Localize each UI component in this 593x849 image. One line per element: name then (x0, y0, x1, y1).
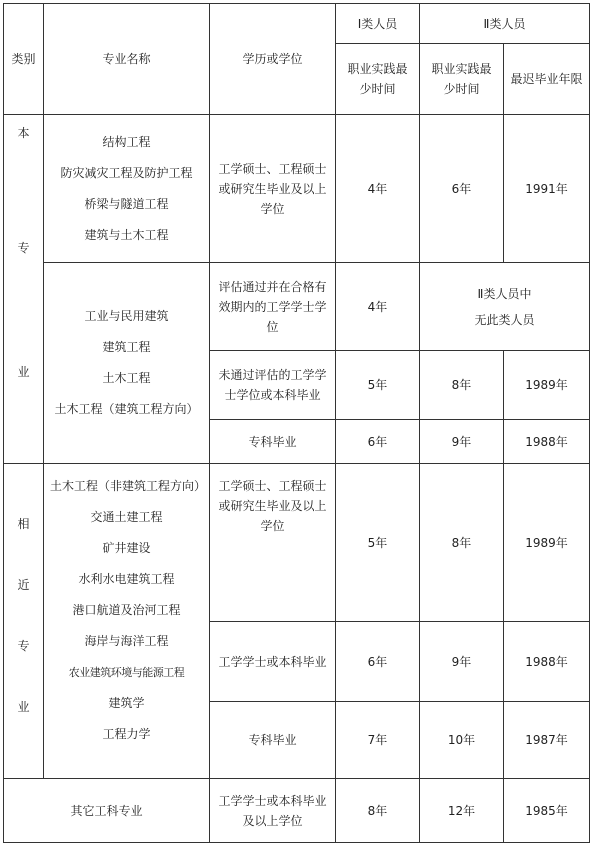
education-cell: 工学硕士、工程硕士或研究生毕业及以上学位 (210, 464, 336, 622)
header-class1-min-time: 职业实践最少时间 (336, 44, 420, 115)
category-char: 专 (17, 639, 30, 653)
class2-time-cell: 10年 (420, 702, 504, 779)
class2-note-cell (420, 263, 590, 351)
class2-time-cell: 8年 (420, 464, 504, 622)
header-major-name: 专业名称 (44, 4, 210, 115)
education-cell: 工学硕士、工程硕士或研究生毕业及以上学位 (210, 115, 336, 263)
category-char: 业 (17, 700, 30, 714)
major-item: 工业与民用建筑 (84, 309, 169, 323)
major-item: 交通土建工程 (90, 510, 163, 524)
qualification-table (3, 3, 590, 843)
header-latest-grad-year: 最迟毕业年限 (504, 44, 590, 115)
education-cell: 未通过评估的工学学士学位或本科毕业 (210, 351, 336, 420)
education-cell: 评估通过并在合格有效期内的工学学士学位 (210, 263, 336, 351)
class2-year-cell: 1991年 (504, 115, 590, 263)
major-item: 防灾减灾工程及防护工程 (60, 165, 193, 180)
class2-time-cell: 6年 (420, 115, 504, 263)
class2-time-cell: 12年 (420, 779, 504, 843)
major-item: 海岸与海洋工程 (84, 634, 169, 648)
major-list (44, 115, 210, 263)
major-item: 结构工程 (102, 134, 151, 149)
header-category: 类别 (4, 4, 44, 115)
major-item: 农业建筑环境与能源工程 (68, 666, 185, 679)
major-item: 港口航道及治河工程 (72, 603, 181, 617)
class1-time-cell: 6年 (336, 622, 420, 702)
category-char: 近 (17, 578, 30, 592)
class1-time-cell: 7年 (336, 702, 420, 779)
category-char: 相 (17, 517, 30, 531)
category-char: 业 (17, 365, 30, 379)
category-cell-benzhuanye (4, 115, 44, 464)
education-cell: 专科毕业 (210, 420, 336, 464)
class2-year-cell: 1985年 (504, 779, 590, 843)
major-item: 水利水电建筑工程 (78, 572, 175, 586)
class2-note-line: Ⅱ类人员中 (477, 286, 532, 301)
class2-time-cell: 8年 (420, 351, 504, 420)
header-class2-min-time: 职业实践最少时间 (420, 44, 504, 115)
class2-time-cell: 9年 (420, 622, 504, 702)
header-class2: Ⅱ类人员 (420, 4, 590, 44)
category-char: 专 (17, 241, 30, 255)
class2-time-cell: 9年 (420, 420, 504, 464)
class1-time-cell: 4年 (336, 263, 420, 351)
header-class1: Ⅰ类人员 (336, 4, 420, 44)
class1-time-cell: 5年 (336, 464, 420, 622)
major-item: 土木工程（非建筑工程方向） (50, 479, 207, 493)
major-item: 建筑学 (108, 696, 145, 710)
major-list (44, 464, 210, 779)
class2-note-line: 无此类人员 (474, 312, 535, 327)
class2-year-cell: 1988年 (504, 420, 590, 464)
education-cell: 工学学士或本科毕业及以上学位 (210, 779, 336, 843)
major-item: 矿井建设 (102, 541, 151, 555)
other-major-name: 其它工科专业 (4, 779, 210, 843)
major-item: 建筑工程 (102, 340, 151, 354)
class2-year-cell: 1988年 (504, 622, 590, 702)
class2-year-cell: 1987年 (504, 702, 590, 779)
major-item: 建筑与土木工程 (84, 227, 169, 242)
major-item: 桥梁与隧道工程 (84, 196, 169, 211)
education-cell: 专科毕业 (210, 702, 336, 779)
class2-year-cell: 1989年 (504, 464, 590, 622)
class2-year-cell: 1989年 (504, 351, 590, 420)
major-item: 工程力学 (102, 727, 151, 741)
major-item: 土木工程（建筑工程方向） (54, 402, 199, 416)
class1-time-cell: 6年 (336, 420, 420, 464)
education-cell: 工学学士或本科毕业 (210, 622, 336, 702)
major-list (44, 263, 210, 464)
class1-time-cell: 5年 (336, 351, 420, 420)
major-item: 土木工程 (102, 371, 151, 385)
category-char: 本 (17, 126, 30, 140)
class1-time-cell: 8年 (336, 779, 420, 843)
category-cell-xiangjinzhuanye (4, 464, 44, 779)
header-education: 学历或学位 (210, 4, 336, 115)
class1-time-cell: 4年 (336, 115, 420, 263)
